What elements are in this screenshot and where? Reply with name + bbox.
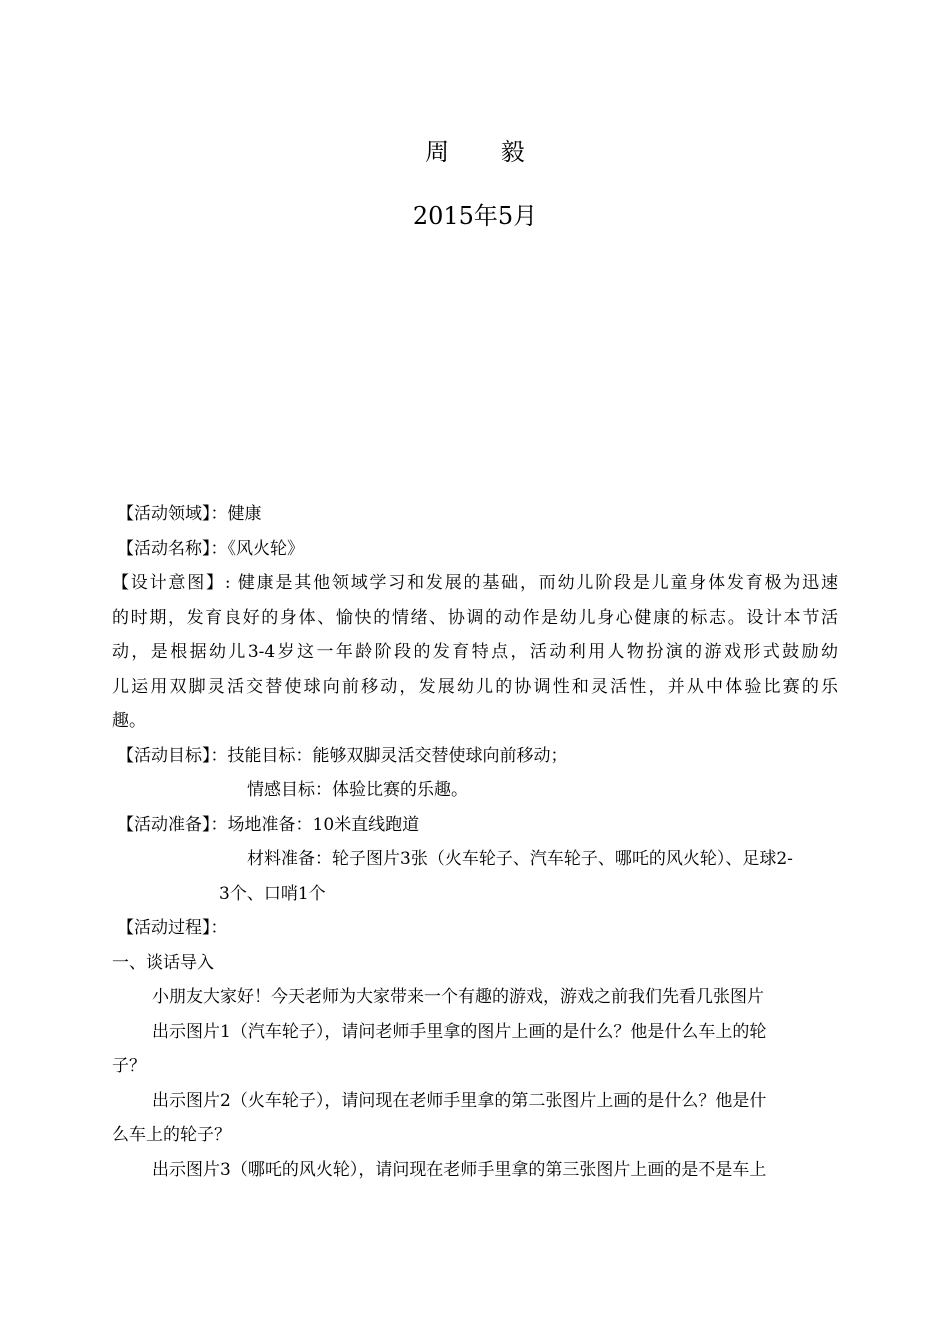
author-name: 周 毅 (425, 138, 547, 166)
activity-preparation-materials: 材料准备：轮子图片3张（火车轮子、汽车轮子、哪吒的风火轮）、足球2- (247, 849, 793, 869)
paragraph-line: 出示图片2（火车轮子），请问现在老师手里拿的第二张图片上画的是什么？他是什 (152, 1090, 767, 1111)
activity-preparation-materials-cont: 3个、口哨1个 (219, 883, 326, 904)
design-intent-line: 儿运用双脚灵活交替使球向前移动，发展幼儿的协调性和灵活性，并从中体验比赛的乐 (112, 676, 838, 697)
activity-goal: 【活动目标】：技能目标：能够双脚灵活交替使球向前移动； (117, 745, 568, 766)
activity-goal-emotion: 情感目标：体验比赛的乐趣。 (247, 780, 468, 800)
section-heading-intro: 一、谈话导入 (112, 952, 214, 973)
document-date: 2015年5月 (412, 202, 538, 230)
design-intent-line: 趣。 (112, 711, 146, 731)
activity-process-heading: 【活动过程】： (117, 918, 228, 938)
paragraph-line: 出示图片3（哪吒的风火轮），请问现在老师手里拿的第三张图片上画的是不是车上 (152, 1159, 767, 1180)
paragraph-line: 么车上的轮子？ (112, 1125, 231, 1145)
design-intent-line: 【设计意图】: 健康是其他领域学习和发展的基础，而幼儿阶段是儿童身体发育极为迅速 (112, 573, 838, 593)
activity-preparation: 【活动准备】：场地准备：10米直线跑道 (117, 814, 420, 835)
document-body (112, 497, 838, 1187)
paragraph-line: 子？ (112, 1056, 146, 1076)
design-intent-line: 动，是根据幼儿3-4岁这一年龄阶段的发育特点，活动利用人物扮演的游戏形式鼓励幼 (112, 642, 838, 662)
paragraph-line: 出示图片1（汽车轮子），请问老师手里拿的图片上画的是什么？他是什么车上的轮 (152, 1021, 767, 1042)
design-intent-line: 的时期，发育良好的身体、愉快的情绪、协调的动作是幼儿身心健康的标志。设计本节活 (112, 607, 838, 628)
activity-name: 【活动名称】：《风火轮》 (117, 538, 304, 559)
activity-domain: 【活动领域】：健康 (117, 504, 262, 524)
paragraph-line: 小朋友大家好！今天老师为大家带来一个有趣的游戏，游戏之前我们先看几张图片 (152, 987, 764, 1007)
